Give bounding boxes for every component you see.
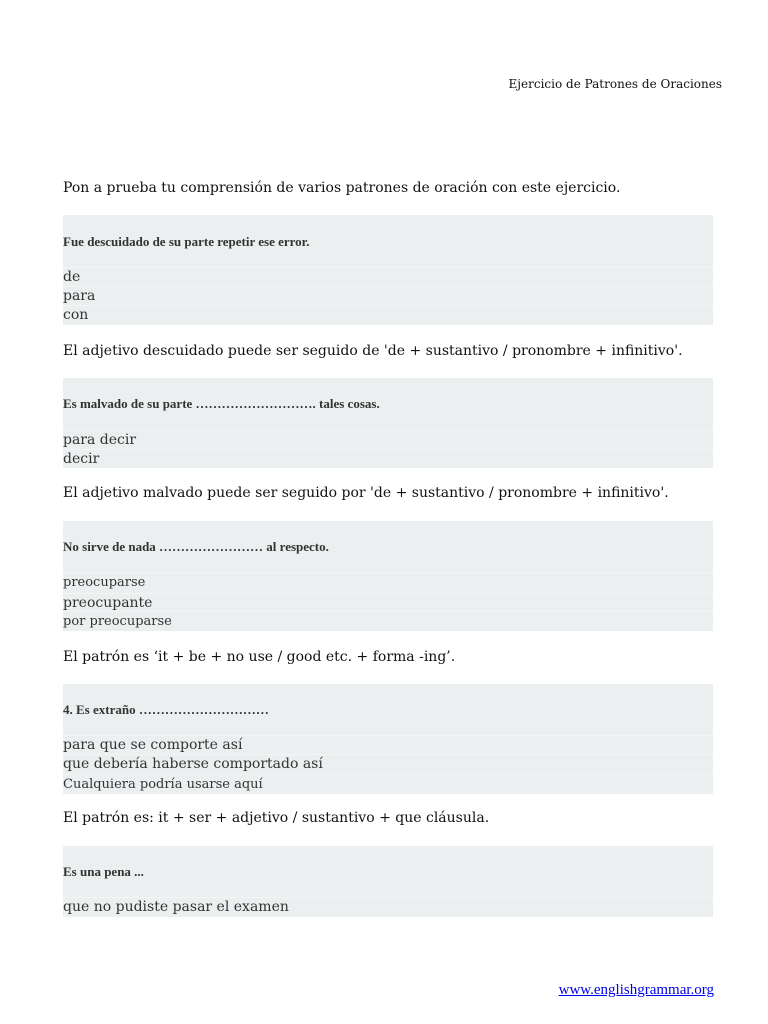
- answer-option[interactable]: para decir: [63, 430, 713, 450]
- question-box-1: [63, 215, 713, 325]
- intro-text: Pon a prueba tu comprensión de varios patrones de oración con este ejercicio.: [63, 180, 621, 196]
- question-text: 4. Es extraño …………………………: [63, 702, 269, 717]
- answer-option[interactable]: por preocuparse: [63, 611, 713, 631]
- question-text: No sirve de nada …………………… al respecto.: [63, 539, 329, 554]
- question-box-3: [63, 521, 713, 631]
- answer-option[interactable]: de: [63, 267, 713, 287]
- answer-option[interactable]: con: [63, 305, 713, 325]
- question-text: Fue descuidado de su parte repetir ese error.: [63, 234, 310, 249]
- answer-option[interactable]: preocupante: [63, 593, 713, 613]
- explanation-text: El adjetivo malvado puede ser seguido por 'de + sustantivo / pronombre + infinitivo'.: [63, 485, 669, 501]
- question-box-4: [63, 684, 713, 794]
- footer-website-link[interactable]: www.englishgrammar.org: [558, 982, 714, 998]
- question-text: Es una pena ...: [63, 864, 144, 879]
- question-text: Es malvado de su parte ………………………. tales cosas.: [63, 396, 380, 411]
- answer-option[interactable]: Cualquiera podría usarse aquí: [63, 774, 713, 794]
- answer-option[interactable]: que debería haberse comportado así: [63, 754, 713, 774]
- answer-option[interactable]: decir: [63, 449, 713, 469]
- question-box-2: [63, 378, 713, 468]
- answer-option[interactable]: para: [63, 286, 713, 306]
- question-box-5: [63, 846, 713, 917]
- answer-option[interactable]: preocuparse: [63, 572, 713, 592]
- explanation-text: El adjetivo descuidado puede ser seguido de 'de + sustantivo / pronombre + infinitivo'.: [63, 343, 683, 359]
- explanation-text: El patrón es: it + ser + adjetivo / sustantivo + que cláusula.: [63, 810, 490, 826]
- explanation-text: El patrón es ‘it + be + no use / good etc. + forma -ing’.: [63, 649, 456, 665]
- answer-option[interactable]: para que se comporte así: [63, 735, 713, 755]
- answer-option[interactable]: que no pudiste pasar el examen: [63, 897, 713, 917]
- page-header-title: Ejercicio de Patrones de Oraciones: [508, 77, 722, 91]
